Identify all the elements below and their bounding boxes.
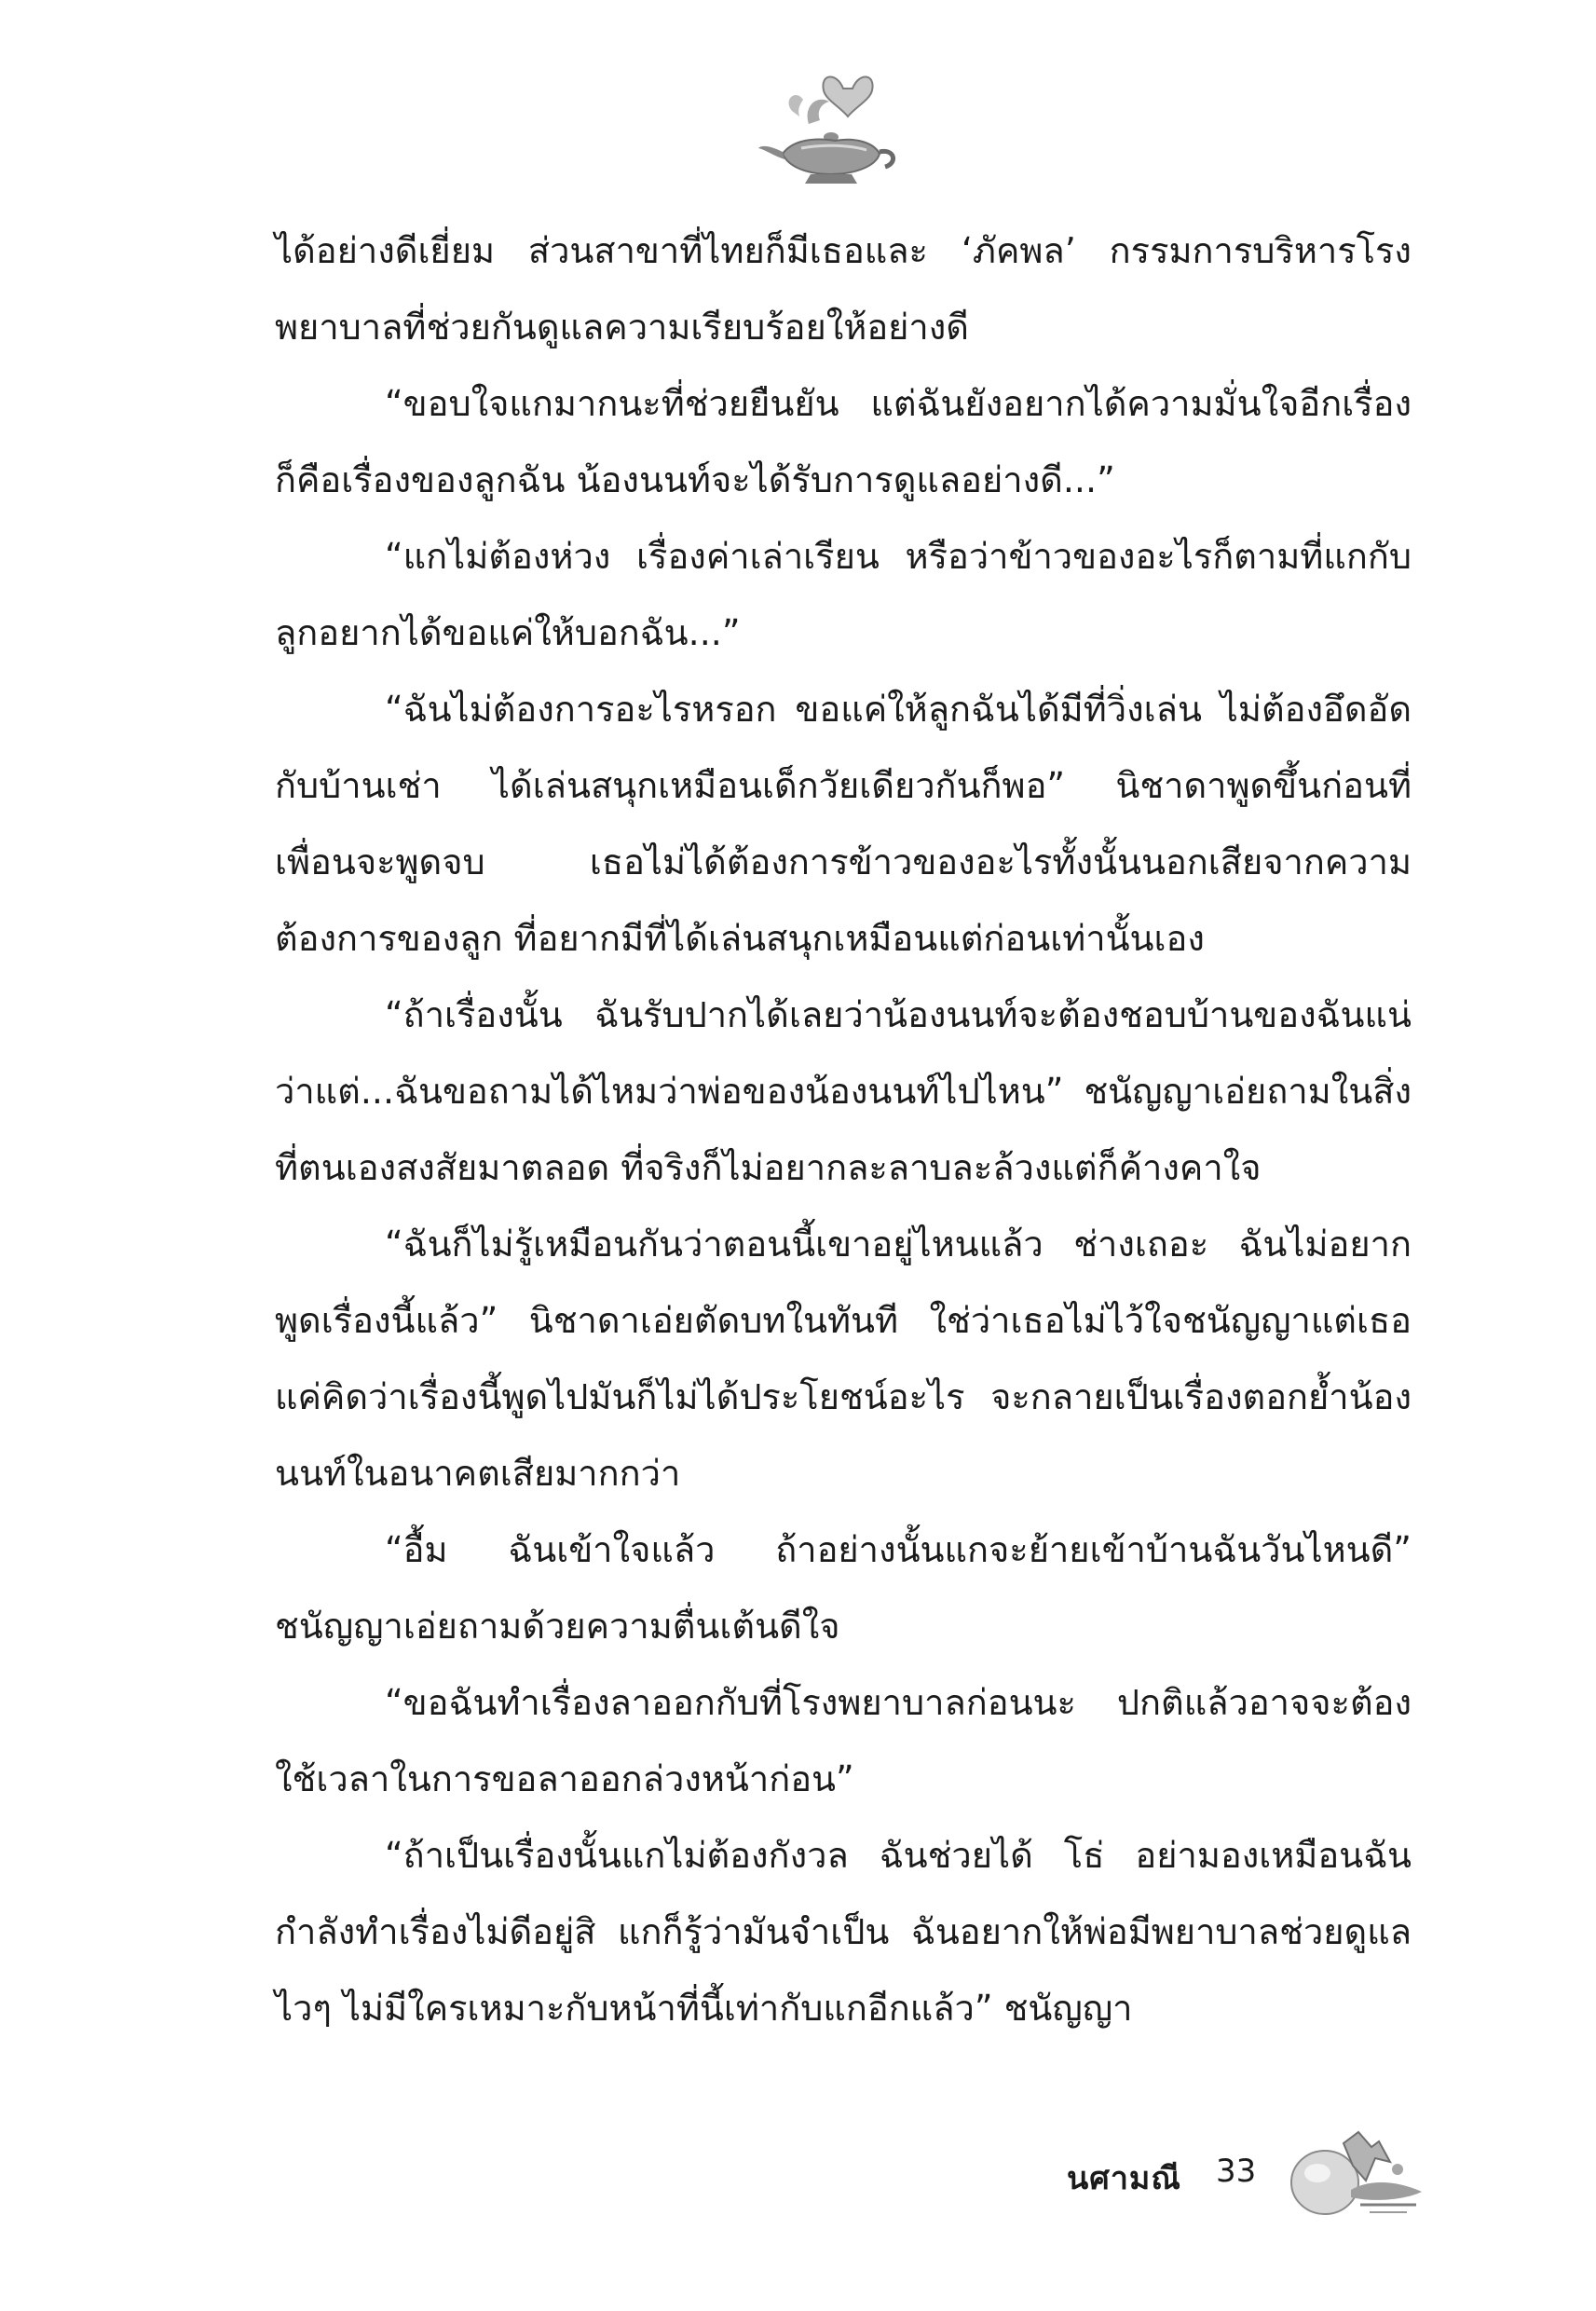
paragraph: “อื้ม ฉันเข้าใจแล้ว ถ้าอย่างนั้นแกจะย้ายเข้าบ้านฉันวันไหนดี” ชนัญญาเอ่ยถามด้วยความตื่นเต้นดีใจ	[275, 1529, 1412, 1647]
paragraph: “ถ้าเป็นเรื่องนั้นแกไม่ต้องกังวล ฉันช่วยได้ โธ่ อย่ามองเหมือนฉันกำลังทำเรื่องไม่ดีอยู่สิ แกก็รู้ว่ามันจำเป็น ฉันอยากให้พ่อมีพยาบาลช่วยดูแลไวๆ ไม่มีใครเหมาะกับหน้าที่นี้เท่ากับแกอีกแล้ว” ชนัญญา	[275, 1835, 1412, 2029]
body-text	[275, 212, 1412, 2046]
paragraph: “ฉันไม่ต้องการอะไรหรอก ขอแค่ให้ลูกฉันได้มีที่วิ่งเล่น ไม่ต้องอึดอัดกับบ้านเช่า ได้เล่นสนุกเหมือนเด็กวัยเดียวกันก็พอ” นิชาดาพูดขึ้นก่อนที่เพื่อนจะพูดจบ เธอไม่ได้ต้องการข้าวของอะไรทั้งนั้นนอกเสียจากความต้องการของลูก ที่อยากมีที่ได้เล่นสนุกเหมือนแต่ก่อนเท่านั้นเอง	[275, 689, 1412, 959]
paragraph: “ขอบใจแกมากนะที่ช่วยยืนยัน แต่ฉันยังอยากได้ความมั่นใจอีกเรื่องก็คือเรื่องของลูกฉัน น้องนนท์จะได้รับการดูแลอย่างดี...”	[275, 383, 1412, 500]
genie-lamp-heart-icon	[755, 51, 904, 200]
paragraph: “ถ้าเรื่องนั้น ฉันรับปากได้เลยว่าน้องนนท์จะต้องชอบบ้านของฉันแน่ ว่าแต่...ฉันขอถามได้ไหมว่าพ่อของน้องนนท์ไปไหน” ชนัญญาเอ่ยถามในสิ่งที่ตนเองสงสัยมาตลอด ที่จริงก็ไม่อยากละลาบละล้วงแต่ก็ค้างคาใจ	[275, 994, 1412, 1188]
ornate-logo-icon	[1286, 2125, 1425, 2227]
paragraph: “แกไม่ต้องห่วง เรื่องค่าเล่าเรียน หรือว่าข้าวของอะไรก็ตามที่แกกับลูกอยากได้ขอแค่ให้บอกฉัน...”	[275, 536, 1412, 653]
paragraph: “ขอฉันทำเรื่องลาออกกับที่โรงพยาบาลก่อนนะ ปกติแล้วอาจจะต้องใช้เวลาในการขอลาออกล่วงหน้าก่อน”	[275, 1682, 1412, 1799]
paragraph: “ฉันก็ไม่รู้เหมือนกันว่าตอนนี้เขาอยู่ไหนแล้ว ช่างเถอะ ฉันไม่อยากพูดเรื่องนี้แล้ว” นิชาดาเอ่ยตัดบทในทันที ใช่ว่าเธอไม่ไว้ใจชนัญญาแต่เธอแค่คิดว่าเรื่องนี้พูดไปมันก็ไม่ได้ประโยชน์อะไร จะกลายเป็นเรื่องตอกย้ำน้องนนท์ในอนาคตเสียมากกว่า	[275, 1224, 1412, 1494]
page-footer	[1006, 2125, 1435, 2236]
book-title: นศามณี	[1067, 2160, 1181, 2197]
page-number: 33	[1216, 2153, 1257, 2190]
paragraph: ได้อย่างดีเยี่ยม ส่วนสาขาที่ไทยก็มีเธอและ ‘ภัคพล’ กรรมการบริหารโรงพยาบาลที่ช่วยกันดูแลความเรียบร้อยให้อย่างดี	[275, 230, 1412, 348]
